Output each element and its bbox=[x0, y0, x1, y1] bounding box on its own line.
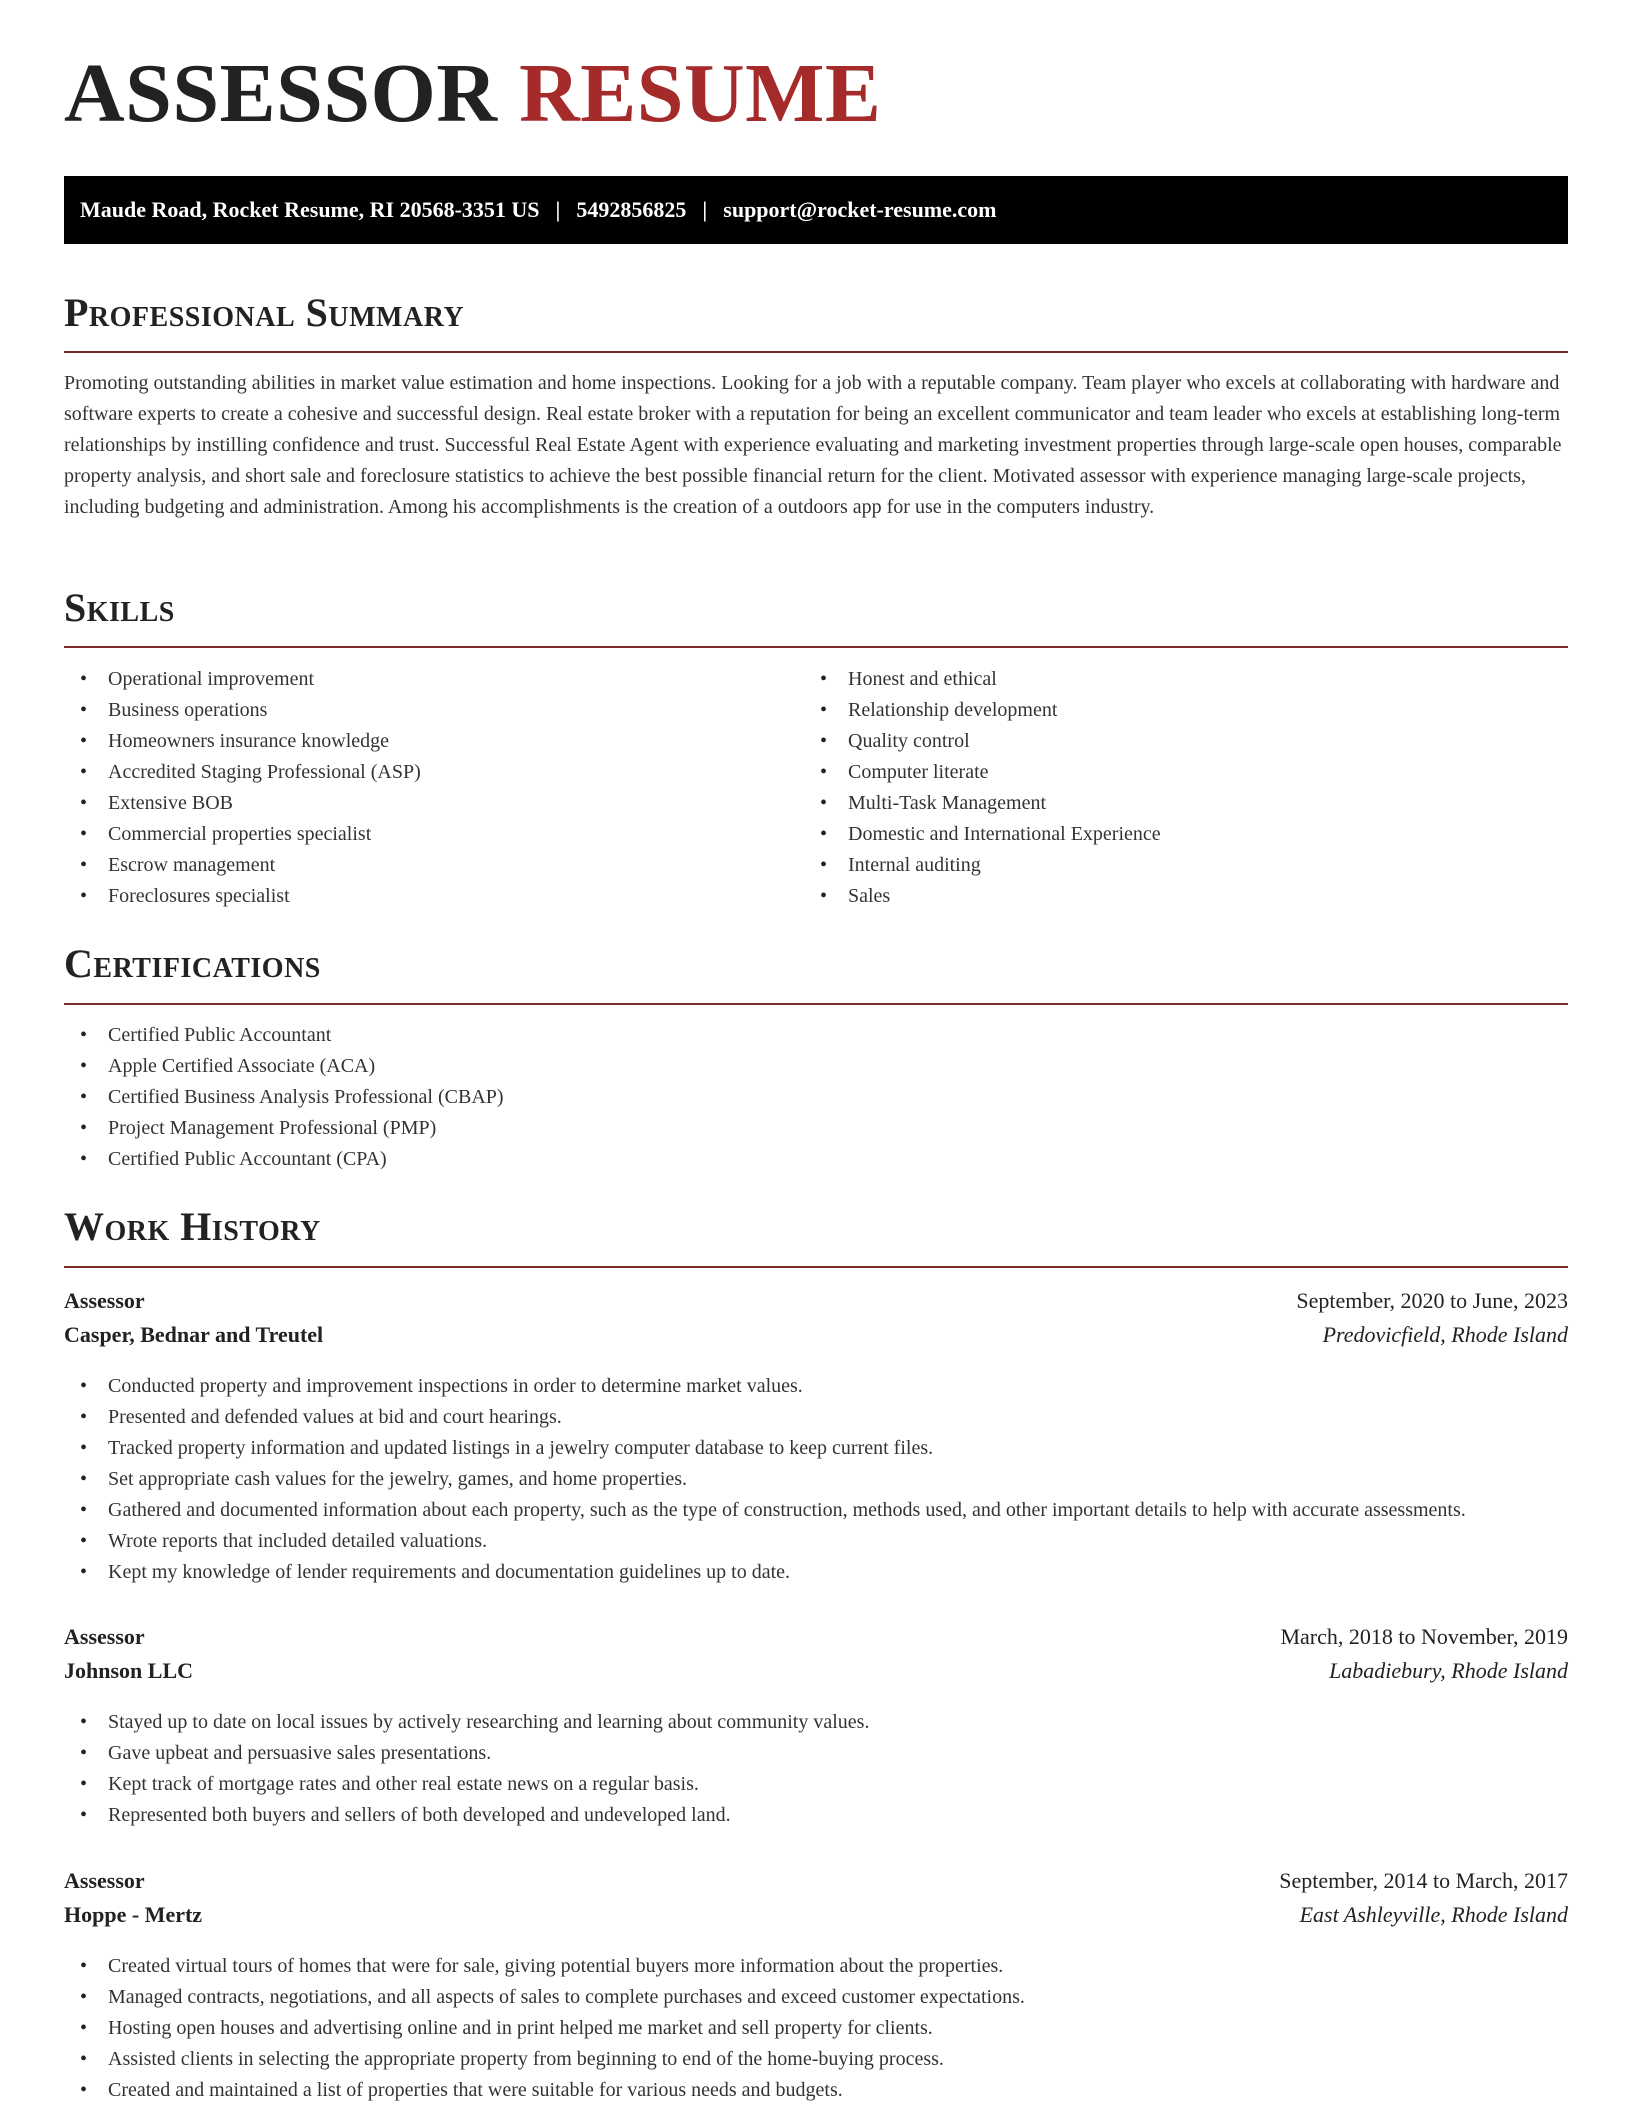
job-title: Assessor bbox=[64, 1288, 145, 1313]
skill-item: • Extensive BOB bbox=[64, 788, 804, 819]
job-location: Labadiebury, Rhode Island bbox=[1329, 1658, 1568, 1683]
skills-divider bbox=[64, 646, 1568, 648]
work-divider bbox=[64, 1266, 1568, 1268]
contact-email: support@rocket-resume.com bbox=[723, 197, 997, 222]
certifications-heading-text: Certifications bbox=[64, 941, 321, 986]
job-duty: • Tracked property information and updated listings in a jewelry computer database to keep current files. bbox=[64, 1433, 1568, 1464]
job-header bbox=[64, 1624, 1568, 1650]
skill-item: • Escrow management bbox=[64, 850, 804, 881]
job-location: East Ashleyville, Rhode Island bbox=[1299, 1902, 1568, 1927]
certification-item: • Certified Business Analysis Professional (CBAP) bbox=[64, 1082, 1568, 1113]
job-location: Predovicfield, Rhode Island bbox=[1322, 1322, 1568, 1347]
job-dates: March, 2018 to November, 2019 bbox=[1280, 1624, 1568, 1649]
certifications-list bbox=[64, 1020, 1568, 1175]
job-entry bbox=[64, 1288, 1568, 1348]
skill-item: • Commercial properties specialist bbox=[64, 819, 804, 850]
job-company: Casper, Bednar and Treutel bbox=[64, 1322, 324, 1347]
job-duty: • Set appropriate cash values for the jewelry, games, and home properties. bbox=[64, 1464, 1568, 1495]
job-duty: • Managed contracts, negotiations, and all aspects of sales to complete purchases and exceed customer expectations. bbox=[64, 1982, 1568, 2013]
certification-item: • Certified Public Accountant bbox=[64, 1020, 1568, 1051]
skill-item: • Homeowners insurance knowledge bbox=[64, 726, 804, 757]
skill-item: • Relationship development bbox=[804, 695, 1544, 726]
job-duty: • Created and maintained a list of properties that were suitable for various needs and budgets. bbox=[64, 2075, 1568, 2106]
job-subheader bbox=[64, 1902, 1568, 1928]
skill-item: • Honest and ethical bbox=[804, 664, 1544, 695]
job-duty: • Conducted property and improvement inspections in order to determine market values. bbox=[64, 1371, 1568, 1402]
job-title: Assessor bbox=[64, 1624, 145, 1649]
job-subheader bbox=[64, 1322, 1568, 1348]
skills-heading bbox=[64, 585, 1568, 630]
certification-item: • Apple Certified Associate (ACA) bbox=[64, 1051, 1568, 1082]
skills-list bbox=[64, 664, 1568, 912]
certifications-heading bbox=[64, 941, 1568, 986]
job-dates: September, 2020 to June, 2023 bbox=[1296, 1288, 1568, 1313]
certification-item: • Project Management Professional (PMP) bbox=[64, 1113, 1568, 1144]
work-heading bbox=[64, 1204, 1568, 1249]
job-duty: • Presented and defended values at bid and court hearings. bbox=[64, 1402, 1568, 1433]
skill-item: • Foreclosures specialist bbox=[64, 881, 804, 912]
skill-item: • Sales bbox=[804, 881, 1544, 912]
skill-item: • Domestic and International Experience bbox=[804, 819, 1544, 850]
certification-item: • Certified Public Accountant (CPA) bbox=[64, 1144, 1568, 1175]
summary-heading-text: Professional Summary bbox=[64, 290, 465, 335]
skill-item: • Business operations bbox=[64, 695, 804, 726]
summary-text: Promoting outstanding abilities in market value estimation and home inspections. Looking for a job with a reputable company. Team player who excels at collaborating with hardware and software experts to create a cohesive and successful design. Real estate broker with a reputation for being an excellent communicator and team leader who excels at establishing long-term relationships by instilling confidence and trust. Successful Real Estate Agent with experience evaluating and marketing investment properties through large-scale open houses, comparable property analysis, and short sale and foreclosure statistics to achieve the best possible financial return for the client. Motivated assessor with experience managing large-scale projects, including budgeting and administration. Among his accomplishments is the creation of a outdoors app for use in the computers industry. bbox=[64, 372, 1562, 518]
job-header bbox=[64, 1288, 1568, 1314]
skill-item: • Operational improvement bbox=[64, 664, 804, 695]
summary-heading bbox=[64, 290, 1568, 335]
skills-column-right bbox=[804, 664, 1544, 912]
resume-title bbox=[64, 47, 882, 140]
job-duty: • Kept my knowledge of lender requirements and documentation guidelines up to date. bbox=[64, 1557, 1568, 1588]
title-part-1: ASSESSOR bbox=[64, 47, 498, 140]
job-duty: • Hosting open houses and advertising online and in print helped me market and sell property for clients. bbox=[64, 2013, 1568, 2044]
skill-item: • Quality control bbox=[804, 726, 1544, 757]
skill-item: • Accredited Staging Professional (ASP) bbox=[64, 757, 804, 788]
contact-address: Maude Road, Rocket Resume, RI 20568-3351 US bbox=[80, 197, 540, 222]
job-duty: • Kept track of mortgage rates and other real estate news on a regular basis. bbox=[64, 1769, 1568, 1800]
contact-separator: | bbox=[555, 197, 561, 222]
job-subheader bbox=[64, 1658, 1568, 1684]
contact-phone: 5492856825 bbox=[576, 197, 687, 222]
skills-heading-text: Skills bbox=[64, 585, 175, 630]
job-duty: • Gave upbeat and persuasive sales presentations. bbox=[64, 1738, 1568, 1769]
contact-bar bbox=[64, 176, 1568, 244]
work-heading-text: Work History bbox=[64, 1204, 321, 1249]
job-duty: • Gathered and documented information about each property, such as the type of construction, methods used, and other important details to help with accurate assessments. bbox=[64, 1495, 1568, 1526]
job-entry bbox=[64, 1868, 1568, 1928]
job-duty: • Represented both buyers and sellers of both developed and undeveloped land. bbox=[64, 1800, 1568, 1831]
title-part-2: RESUME bbox=[519, 47, 882, 140]
skill-item: • Multi-Task Management bbox=[804, 788, 1544, 819]
job-duty: • Created virtual tours of homes that were for sale, giving potential buyers more information about the properties. bbox=[64, 1951, 1568, 1982]
skills-column-left bbox=[64, 664, 804, 912]
job-duties bbox=[64, 1707, 1568, 1831]
summary-divider bbox=[64, 351, 1568, 353]
skill-item: • Computer literate bbox=[804, 757, 1544, 788]
job-title: Assessor bbox=[64, 1868, 145, 1893]
job-entry bbox=[64, 1624, 1568, 1684]
job-duties bbox=[64, 1371, 1568, 1588]
job-company: Johnson LLC bbox=[64, 1658, 194, 1683]
contact-separator: | bbox=[702, 197, 708, 222]
certifications-divider bbox=[64, 1003, 1568, 1005]
job-duty: • Assisted clients in selecting the appropriate property from beginning to end of the home-buying process. bbox=[64, 2044, 1568, 2075]
job-duty: • Stayed up to date on local issues by actively researching and learning about community values. bbox=[64, 1707, 1568, 1738]
job-header bbox=[64, 1868, 1568, 1894]
job-company: Hoppe - Mertz bbox=[64, 1902, 203, 1927]
job-duty: • Wrote reports that included detailed valuations. bbox=[64, 1526, 1568, 1557]
job-dates: September, 2014 to March, 2017 bbox=[1279, 1868, 1568, 1893]
job-duties bbox=[64, 1951, 1568, 2106]
skill-item: • Internal auditing bbox=[804, 850, 1544, 881]
